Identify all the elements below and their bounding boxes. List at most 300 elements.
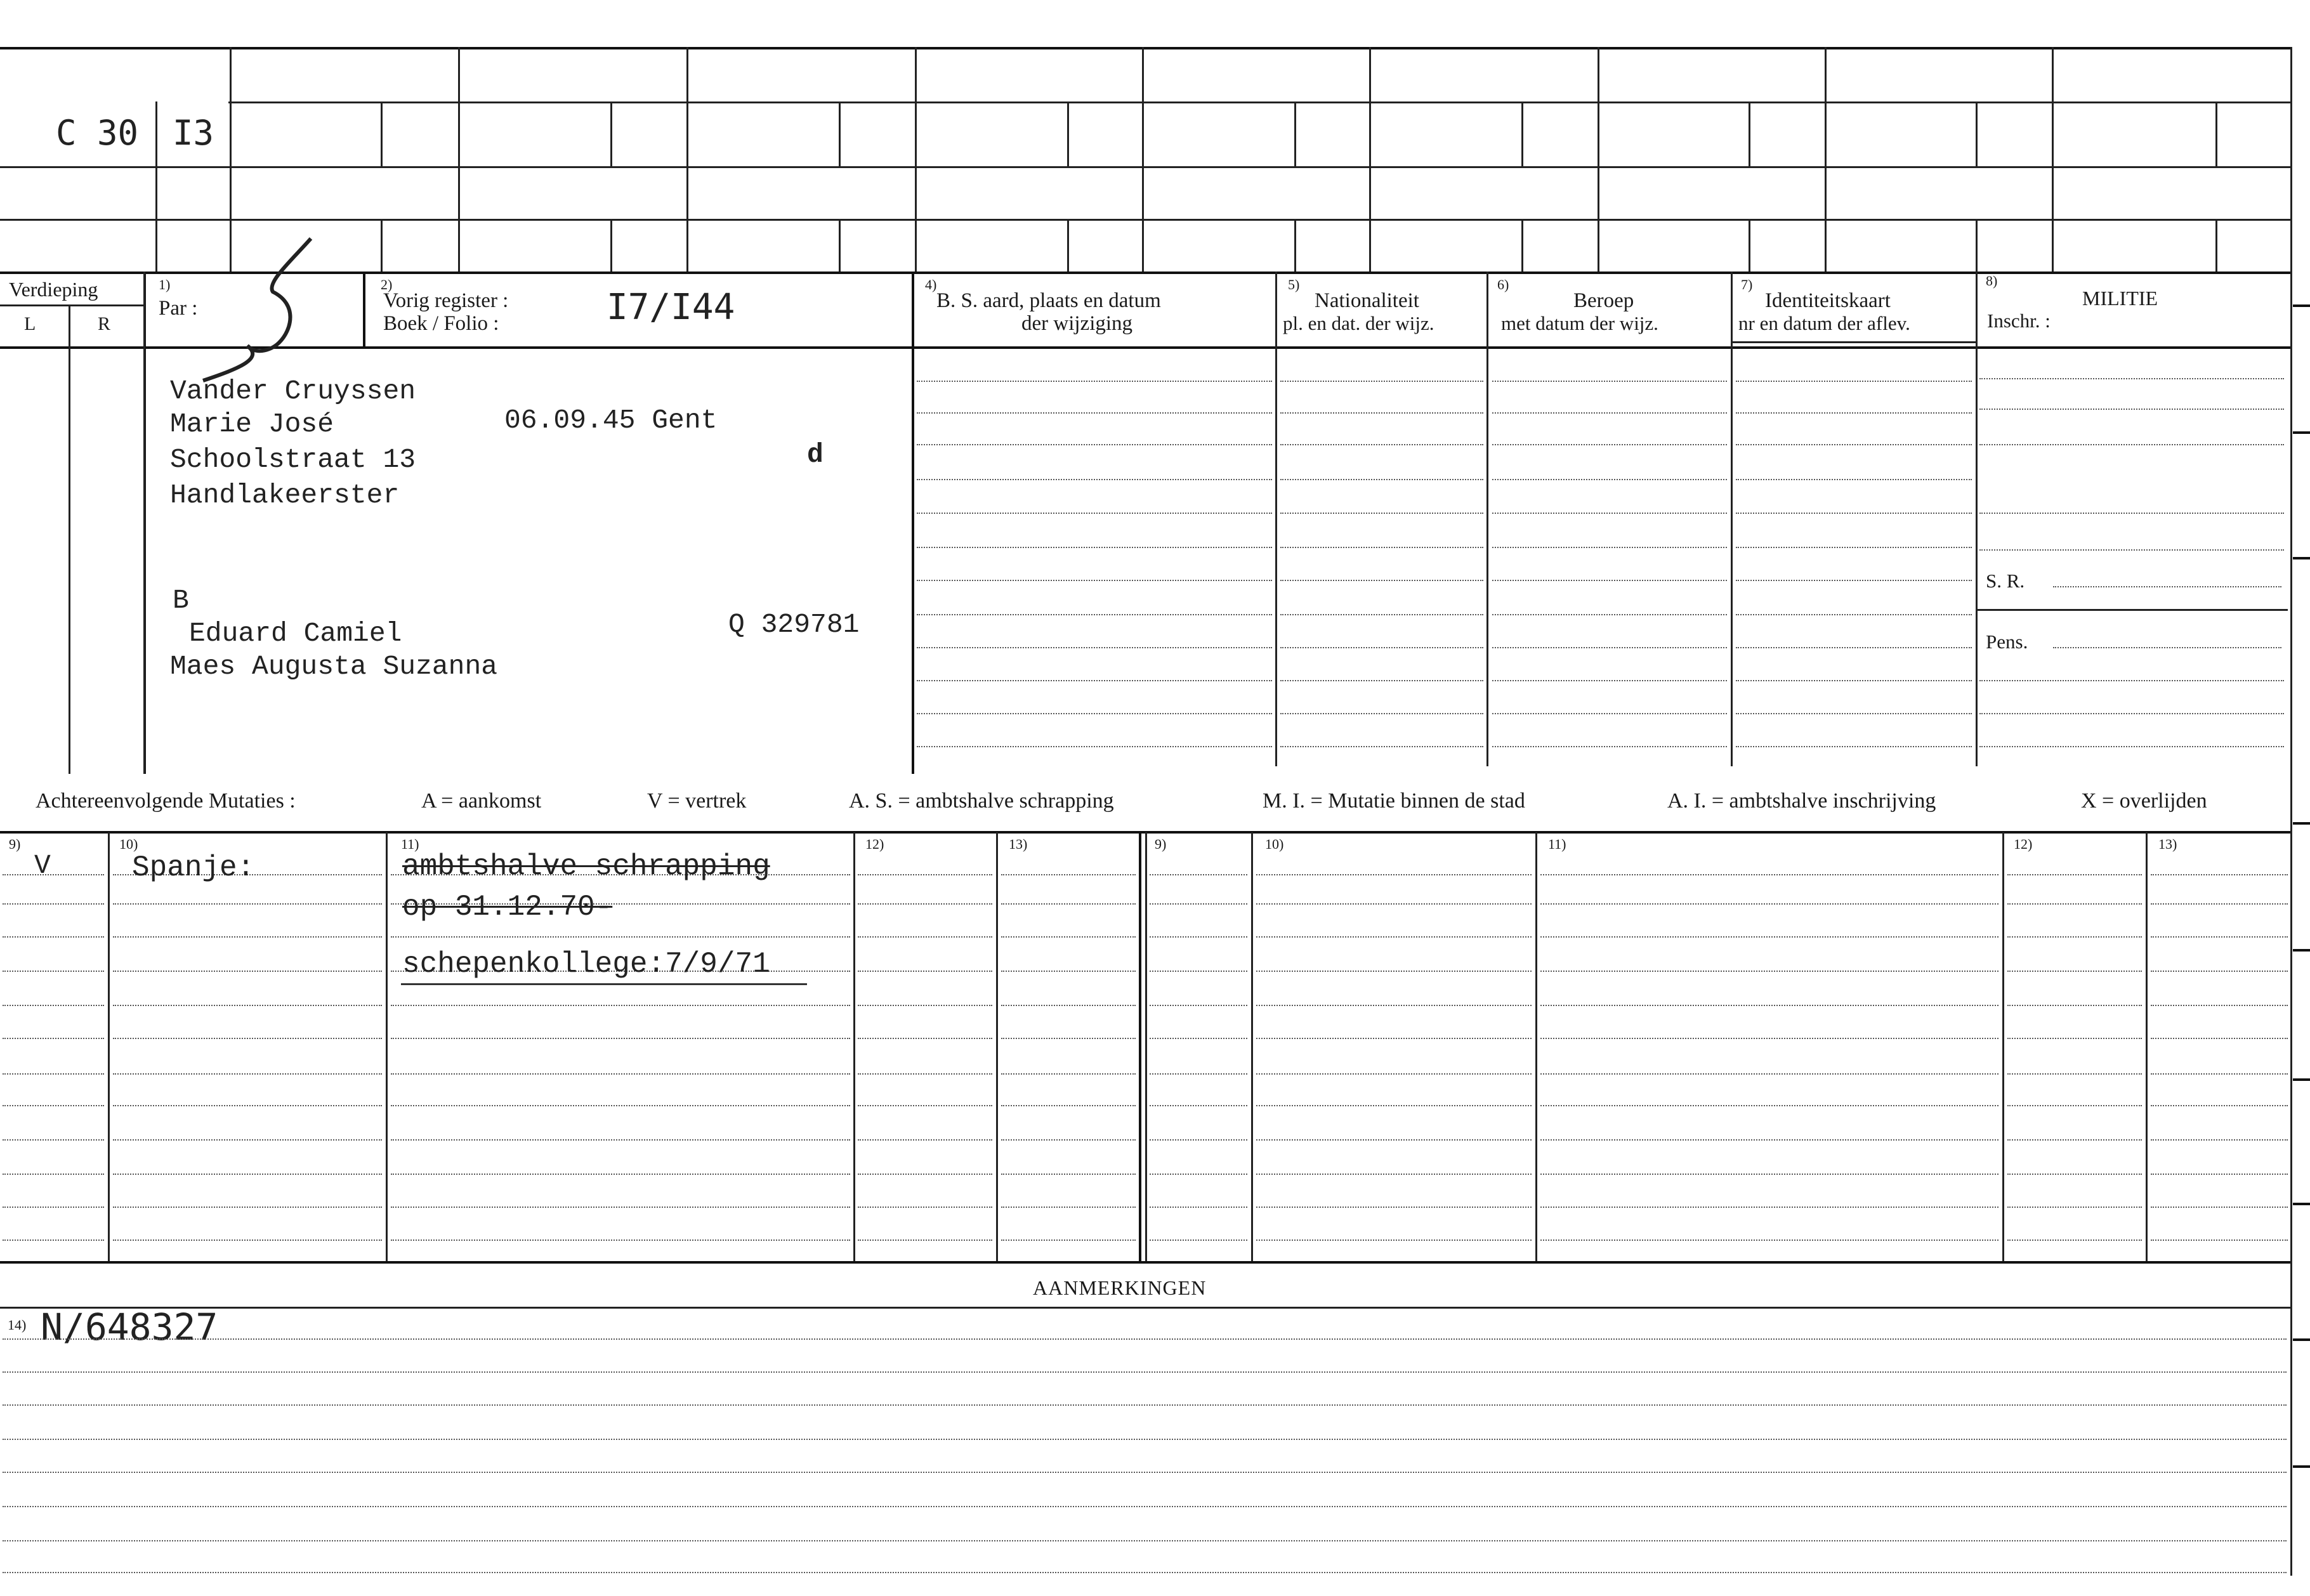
ruled-line <box>858 936 992 938</box>
grid-line <box>0 219 2290 221</box>
ruled-line <box>1492 580 1727 581</box>
ruled-line <box>2151 936 2288 938</box>
mut-col-num: 12) <box>2014 836 2033 852</box>
ruled-line <box>1256 874 1532 875</box>
person-profession: Handlakeerster <box>170 480 400 511</box>
mut-col <box>386 832 388 1261</box>
ruled-line <box>1256 1005 1532 1006</box>
ruled-line <box>1001 1207 1136 1208</box>
grid-vline <box>1825 47 1827 271</box>
ruled-line <box>3 1240 104 1241</box>
ruled-line <box>1280 513 1483 514</box>
ruled-line <box>2007 936 2142 938</box>
ruled-line <box>2151 1005 2288 1006</box>
ruled-line <box>1256 971 1532 972</box>
ruled-line <box>391 1073 850 1075</box>
ruled-line <box>1540 936 1998 938</box>
grid-vline <box>1521 101 1523 166</box>
ruled-line <box>1736 381 1972 382</box>
edge-tick <box>2293 557 2310 559</box>
ruled-line <box>2007 1174 2142 1175</box>
legend-v: V = vertrek <box>647 789 747 813</box>
ruled-line <box>1540 903 1998 905</box>
col-line <box>1976 271 1978 766</box>
ruled-line <box>2151 1038 2288 1039</box>
mutation-line1: ambtshalve schrapping <box>402 850 770 883</box>
mut-col-num: 11) <box>1548 836 1566 852</box>
ruled-line <box>2007 1005 2142 1006</box>
ruled-line <box>858 971 992 972</box>
ruled-line <box>391 1038 850 1039</box>
edge-tick <box>2293 431 2310 434</box>
ruled-line <box>1256 1038 1532 1039</box>
ruled-line <box>858 874 992 875</box>
ruled-line <box>1492 547 1727 548</box>
edge-tick <box>2293 1465 2310 1468</box>
ruled-line <box>2151 1105 2288 1106</box>
edge-tick <box>2293 304 2310 307</box>
remarks-title: AANMERKINGEN <box>1033 1276 1207 1299</box>
ruled-line <box>113 1005 382 1006</box>
id-line2: nr en datum der aflev. <box>1738 312 1910 334</box>
ruled-line <box>2007 1139 2142 1141</box>
ruled-line <box>113 971 382 972</box>
mut-col-num: 11) <box>401 836 419 852</box>
ruled-line <box>2007 1240 2142 1241</box>
ruled-line <box>391 1105 850 1106</box>
ruled-line <box>2007 1038 2142 1039</box>
person-status: B <box>173 585 189 616</box>
legend-as: A. S. = ambtshalve schrapping <box>849 789 1114 813</box>
ruled-line <box>113 1207 382 1208</box>
ruled-line <box>3 1371 2287 1373</box>
grid-vline <box>1067 101 1069 166</box>
ruled-line <box>1150 903 1247 905</box>
nat-line2: pl. en dat. der wijz. <box>1283 312 1434 334</box>
mut-col <box>853 832 855 1261</box>
ruled-line <box>1280 547 1483 548</box>
ruled-line <box>1492 746 1727 747</box>
ruled-line <box>1492 680 1727 681</box>
mil-line <box>1979 549 2284 551</box>
ruled-line <box>3 1073 104 1075</box>
ruled-line <box>858 903 992 905</box>
bs-line2: der wijziging <box>1021 312 1133 335</box>
ruled-line <box>1280 412 1483 414</box>
ruled-line <box>113 1240 382 1241</box>
ruled-line <box>1256 936 1532 938</box>
ruled-line <box>917 412 1272 414</box>
mut-col-num: 12) <box>865 836 884 852</box>
grid-vline <box>381 219 383 271</box>
person-given: Marie José <box>170 409 334 440</box>
mut-col <box>2002 832 2004 1261</box>
col-line <box>912 271 914 774</box>
ruled-line <box>2151 874 2288 875</box>
ruled-line <box>1492 614 1727 615</box>
ruled-line <box>3 1174 104 1175</box>
ruled-line <box>1736 444 1972 445</box>
boek-label: Boek / Folio : <box>383 312 499 335</box>
grid-vline <box>1067 219 1069 271</box>
mut-col-double <box>1145 832 1147 1261</box>
ruled-line <box>917 479 1272 480</box>
col-line <box>363 271 365 346</box>
beroep-line1: Beroep <box>1573 289 1634 312</box>
ruled-line <box>113 903 382 905</box>
ruled-line <box>858 1174 992 1175</box>
ruled-line <box>1736 412 1972 414</box>
verdieping-r: R <box>98 313 111 334</box>
par-label: Par : <box>159 297 198 320</box>
ruled-line <box>917 614 1272 615</box>
ruled-line <box>1736 547 1972 548</box>
edge-tick <box>2293 1203 2310 1205</box>
ruled-line <box>113 1174 382 1175</box>
ruled-line <box>391 936 850 938</box>
mutation-type: V <box>34 850 51 881</box>
ruled-line <box>1540 1139 1998 1141</box>
grid-vline <box>1294 101 1296 166</box>
ruled-line <box>858 1240 992 1241</box>
grid-line <box>228 101 2290 103</box>
ruled-line <box>2151 1139 2288 1141</box>
ruled-line <box>858 1139 992 1141</box>
ruled-line <box>1540 1005 1998 1006</box>
grid-vline <box>155 101 157 271</box>
ruled-line <box>1150 1174 1247 1175</box>
mil-line <box>1979 746 2284 747</box>
ruled-line <box>1280 580 1483 581</box>
ruled-line <box>1540 874 1998 875</box>
ruled-line <box>1540 1038 1998 1039</box>
mil-sr: S. R. <box>1986 570 2025 592</box>
mut-col <box>2146 832 2148 1261</box>
grid-vline <box>610 101 612 166</box>
ruled-line <box>1736 580 1972 581</box>
grid-vline <box>1521 219 1523 271</box>
ruled-line <box>2151 903 2288 905</box>
ruled-line <box>858 1005 992 1006</box>
ruled-line <box>1492 381 1727 382</box>
grid-vline <box>2215 219 2217 271</box>
ruled-line <box>1280 647 1483 648</box>
ruled-line <box>113 1073 382 1075</box>
ruled-line <box>1492 513 1727 514</box>
ruled-line <box>1256 1240 1532 1241</box>
ruled-line <box>917 746 1272 747</box>
mutation-line3: schepenkollege:7/9/71 <box>402 948 770 981</box>
edge-tick <box>2293 822 2310 825</box>
col-line <box>1275 271 1277 766</box>
person-sex: d <box>807 439 824 470</box>
nat-line1: Nationaliteit <box>1315 289 1419 312</box>
mut-col-num: 10) <box>1265 836 1284 852</box>
ruled-line <box>113 1038 382 1039</box>
ruled-line <box>917 713 1272 714</box>
grid-vline <box>381 101 383 166</box>
mutation-underline <box>401 983 807 985</box>
ruled-line <box>858 1105 992 1106</box>
grid-vline <box>1369 47 1371 271</box>
ruled-line <box>3 1472 2287 1473</box>
ruled-line <box>3 1105 104 1106</box>
vorig-num: 2) <box>381 277 393 292</box>
ruled-line <box>1280 444 1483 445</box>
ruled-line <box>1736 513 1972 514</box>
ruled-line <box>1150 1240 1247 1241</box>
ruled-line <box>391 1240 850 1241</box>
mil-line <box>2053 647 2281 648</box>
ruled-line <box>1001 1105 1136 1106</box>
grid-line <box>0 271 2290 274</box>
col-line <box>1486 271 1488 766</box>
col-line <box>69 304 70 774</box>
ruled-line <box>2151 1073 2288 1075</box>
ruled-line <box>2151 1240 2288 1241</box>
ruled-line <box>1150 971 1247 972</box>
ruled-line <box>917 680 1272 681</box>
register-code: C 30 <box>56 113 139 153</box>
par-num: 1) <box>159 277 171 292</box>
beroep-num: 6) <box>1497 277 1509 292</box>
id-num: 7) <box>1741 277 1753 292</box>
bs-num: 4) <box>925 277 937 292</box>
grid-vline <box>610 219 612 271</box>
person-surname: Vander Cruyssen <box>170 376 416 407</box>
ruled-line <box>391 1005 850 1006</box>
legend-title: Achtereenvolgende Mutaties : <box>36 789 296 813</box>
ruled-line <box>1492 444 1727 445</box>
ruled-line <box>1150 1038 1247 1039</box>
grid-line <box>0 166 2290 168</box>
ruled-line <box>1280 746 1483 747</box>
grid-vline <box>1142 47 1144 271</box>
mil-inschr: Inschr. : <box>1987 310 2051 332</box>
ruled-line <box>1001 1073 1136 1075</box>
ruled-line <box>1280 614 1483 615</box>
legend-x: X = overlijden <box>2081 789 2207 813</box>
ruled-line <box>3 1005 104 1006</box>
ruled-line <box>1540 1240 1998 1241</box>
vorig-label: Vorig register : <box>383 289 509 312</box>
nat-num: 5) <box>1288 277 1300 292</box>
ruled-line <box>1492 713 1727 714</box>
mut-col-num: 10) <box>119 836 138 852</box>
mut-col <box>1251 832 1253 1261</box>
ruled-line <box>113 1139 382 1141</box>
remarks-value: N/648327 <box>41 1305 218 1349</box>
ruled-line <box>391 1207 850 1208</box>
vorig-value: I7/I44 <box>607 287 735 328</box>
mil-line <box>1979 409 2284 410</box>
ruled-line <box>1256 1073 1532 1075</box>
mil-line <box>1979 680 2284 681</box>
mil-title: MILITIE <box>2082 287 2158 310</box>
ruled-line <box>3 1338 2287 1340</box>
remarks-line <box>0 1307 2290 1309</box>
mut-col <box>996 832 998 1261</box>
mil-line <box>1979 378 2284 379</box>
ruled-line <box>2007 1073 2142 1075</box>
ruled-line <box>2007 1105 2142 1106</box>
grid-vline <box>686 47 688 271</box>
ruled-line <box>1280 680 1483 681</box>
ruled-line <box>1540 1174 1998 1175</box>
ruled-line <box>3 1038 104 1039</box>
register-number: I3 <box>173 113 214 153</box>
person-id-number: Q 329781 <box>728 609 860 640</box>
grid-vline <box>839 101 841 166</box>
col-line <box>1731 271 1733 766</box>
ruled-line <box>3 1439 2287 1440</box>
id-header-line <box>1731 341 1976 343</box>
grid-vline <box>1598 47 1599 271</box>
ruled-line <box>858 1207 992 1208</box>
grid-vline <box>1749 101 1750 166</box>
top-border <box>0 47 2290 49</box>
mut-col-double <box>1139 832 1141 1261</box>
legend-mi: M. I. = Mutatie binnen de stad <box>1263 789 1525 813</box>
ruled-line <box>1001 1005 1136 1006</box>
ruled-line <box>3 1404 2287 1406</box>
ruled-line <box>3 1139 104 1141</box>
grid-vline <box>2215 101 2217 166</box>
mil-line <box>1979 713 2284 714</box>
ruled-line <box>2007 971 2142 972</box>
ruled-line <box>1492 647 1727 648</box>
ruled-line <box>917 547 1272 548</box>
par-handwritten-mark <box>184 235 330 387</box>
ruled-line <box>1256 1174 1532 1175</box>
legend-ai: A. I. = ambtshalve inschrijving <box>1667 789 1936 813</box>
ruled-line <box>113 1105 382 1106</box>
ruled-line <box>1540 1207 1998 1208</box>
ruled-line <box>1150 1073 1247 1075</box>
ruled-line <box>917 513 1272 514</box>
ruled-line <box>2151 971 2288 972</box>
ruled-line <box>2007 903 2142 905</box>
ruled-line <box>1001 1038 1136 1039</box>
mut-col <box>1535 832 1537 1261</box>
ruled-line <box>1150 936 1247 938</box>
legend-a: A = aankomst <box>421 789 542 813</box>
ruled-line <box>1256 1207 1532 1208</box>
grid-vline <box>2052 47 2054 271</box>
mut-col-num: 13) <box>1009 836 1028 852</box>
ruled-line <box>1001 1240 1136 1241</box>
ruled-line <box>1150 1005 1247 1006</box>
mut-col-num: 9) <box>1155 836 1167 852</box>
grid-vline <box>1749 219 1750 271</box>
beroep-line2: met datum der wijz. <box>1501 312 1658 334</box>
remarks-num: 14) <box>8 1317 27 1333</box>
verdieping-label: Verdieping <box>9 278 98 301</box>
ruled-line <box>1001 874 1136 875</box>
ruled-line <box>917 647 1272 648</box>
bs-line1: B. S. aard, plaats en datum <box>936 289 1161 312</box>
header-bottom-line <box>0 346 2290 349</box>
mutation-destination: Spanje: <box>132 851 255 884</box>
grid-vline <box>915 47 917 271</box>
ruled-line <box>1001 1174 1136 1175</box>
ruled-line <box>1736 647 1972 648</box>
mut-col <box>108 832 110 1261</box>
grid-vline <box>458 47 460 271</box>
ruled-line <box>1736 713 1972 714</box>
mut-col-num: 13) <box>2158 836 2177 852</box>
mil-num: 8) <box>1986 273 1998 289</box>
ruled-line <box>113 936 382 938</box>
ruled-line <box>1540 971 1998 972</box>
ruled-line <box>858 1038 992 1039</box>
ruled-line <box>1150 874 1247 875</box>
ruled-line <box>1150 1207 1247 1208</box>
ruled-line <box>858 1073 992 1075</box>
mutations-bottom-line <box>0 1261 2290 1264</box>
mil-line <box>2053 586 2281 587</box>
ruled-line <box>1492 479 1727 480</box>
ruled-line <box>1280 479 1483 480</box>
ruled-line <box>1736 479 1972 480</box>
ruled-line <box>3 903 104 905</box>
ruled-line <box>3 874 104 875</box>
ruled-line <box>3 1572 2287 1573</box>
person-address: Schoolstraat 13 <box>170 444 416 475</box>
ruled-line <box>2007 1207 2142 1208</box>
edge-tick <box>2293 949 2310 952</box>
ruled-line <box>917 381 1272 382</box>
mut-col-num: 9) <box>9 836 21 852</box>
grid-vline <box>839 219 841 271</box>
grid-vline <box>1976 101 1978 166</box>
id-line1: Identiteitskaart <box>1765 289 1891 312</box>
ruled-line <box>1001 971 1136 972</box>
mil-line <box>1979 444 2284 445</box>
col-line <box>143 271 145 774</box>
ruled-line <box>2007 874 2142 875</box>
grid-vline <box>1976 219 1978 271</box>
verdieping-l: L <box>24 313 36 334</box>
ruled-line <box>1001 936 1136 938</box>
ruled-line <box>1280 381 1483 382</box>
ruled-line <box>1492 412 1727 414</box>
ruled-line <box>3 1506 2287 1507</box>
edge-tick <box>2293 1338 2310 1341</box>
ruled-line <box>1256 1139 1532 1141</box>
mutation-line2: op 31.12.70- <box>402 891 613 924</box>
ruled-line <box>3 971 104 972</box>
verdieping-line <box>0 304 145 306</box>
ruled-line <box>3 1207 104 1208</box>
ruled-line <box>2151 1174 2288 1175</box>
ruled-line <box>1736 746 1972 747</box>
mil-pens: Pens. <box>1986 631 2028 653</box>
person-father: Eduard Camiel <box>189 618 402 649</box>
ruled-line <box>917 444 1272 445</box>
person-mother: Maes Augusta Suzanna <box>170 651 498 682</box>
ruled-line <box>1256 903 1532 905</box>
ruled-line <box>3 936 104 938</box>
edge-tick <box>2293 1078 2310 1081</box>
ruled-line <box>1540 1105 1998 1106</box>
ruled-line <box>3 1540 2287 1541</box>
ruled-line <box>391 1174 850 1175</box>
page-right-edge <box>2290 47 2292 1576</box>
ruled-line <box>1150 1105 1247 1106</box>
ruled-line <box>1256 1105 1532 1106</box>
ruled-line <box>917 580 1272 581</box>
